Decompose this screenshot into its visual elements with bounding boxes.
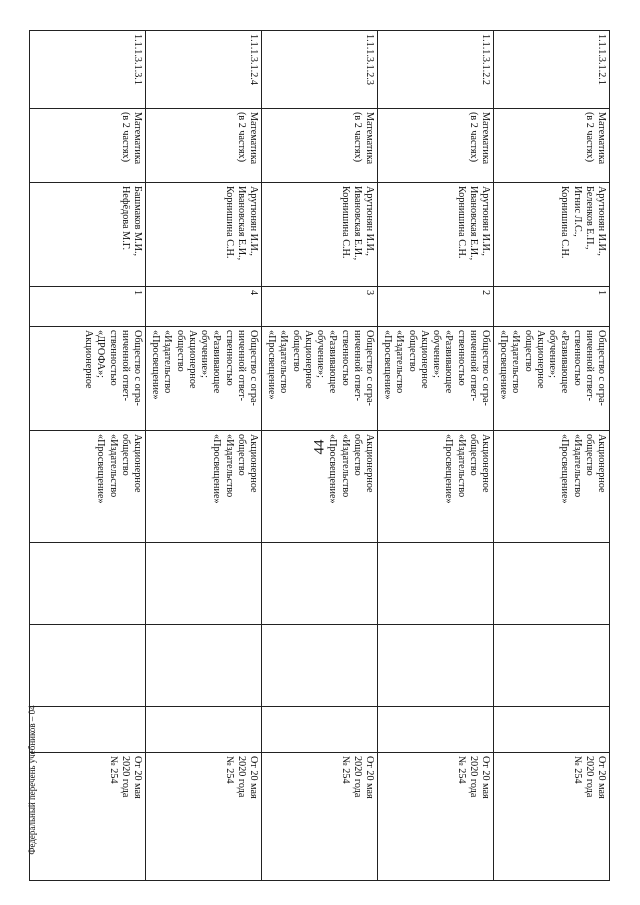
footer-note: Федеральный перечень учебников – 04 [27, 705, 37, 855]
table-row [494, 31, 610, 881]
cell-authors: Арутюнян И.И., Ивановская Е.И., Корнишина С.Н. [378, 183, 494, 287]
cell-order: От 20 мая 2020 года № 254 [146, 753, 262, 881]
cell-order: От 20 мая 2020 года № 254 [378, 753, 494, 881]
cell-publisher-full: Общество с огра- ниченной ответ- ственностью «Развивающее обучение»; Акционерное общество «Издательство «Просвещение» [378, 327, 494, 431]
cell-code: 1.1.1.3.1.2.1 [494, 31, 610, 109]
cell-subject: Математика (в 2 частях) [494, 109, 610, 183]
cell-empty [378, 625, 494, 707]
cell-empty [262, 625, 378, 707]
cell-empty [494, 625, 610, 707]
cell-empty [378, 707, 494, 753]
cell-order: От 20 мая 2020 года № 254 [30, 753, 146, 881]
cell-order: От 20 мая 2020 года № 254 [262, 753, 378, 881]
cell-code: 1.1.1.3.1.2.4 [146, 31, 262, 109]
textbook-table [29, 30, 610, 881]
cell-code: 1.1.1.3.1.3.1 [30, 31, 146, 109]
cell-authors: Арутюнян И.И., Ивановская Е.И., Корнишина С.Н. [262, 183, 378, 287]
cell-publisher-short: Акционерное общество «Издательство «Просвещение» [378, 431, 494, 543]
table-row [30, 31, 146, 881]
cell-publisher-short: Акционерное общество «Издательство «Просвещение» [262, 431, 378, 543]
cell-publisher-full: Общество с огра- ниченной ответ- ственностью «Развивающее обучение»; Акционерное общество «Издательство «Просвещение» [494, 327, 610, 431]
page-number: 44 [311, 439, 328, 455]
table-row [146, 31, 262, 881]
cell-empty [146, 625, 262, 707]
cell-empty [30, 625, 146, 707]
cell-empty [30, 707, 146, 753]
cell-subject: Математика (в 2 частях) [30, 109, 146, 183]
cell-publisher-short: Акционерное общество «Издательство «Просвещение» [494, 431, 610, 543]
cell-subject: Математика (в 2 частях) [146, 109, 262, 183]
cell-empty [30, 543, 146, 625]
cell-empty [146, 707, 262, 753]
cell-empty [378, 543, 494, 625]
cell-empty [262, 543, 378, 625]
cell-publisher-full: Общество с огра- ниченной ответ- ственностью «ДРОФА»; Акционерное [30, 327, 146, 431]
cell-empty [494, 543, 610, 625]
cell-publisher-short: Акционерное общество «Издательство «Просвещение» [30, 431, 146, 543]
cell-publisher-full: Общество с огра- ниченной ответ- ственностью «Развивающее обучение»; Акционерное общество «Издательство «Просвещение» [262, 327, 378, 431]
cell-grade: 4 [146, 287, 262, 327]
cell-code: 1.1.1.3.1.2.3 [262, 31, 378, 109]
cell-grade: 1 [30, 287, 146, 327]
cell-code: 1.1.1.3.1.2.2 [378, 31, 494, 109]
cell-publisher-short: Акционерное общество «Издательство «Просвещение» [146, 431, 262, 543]
cell-empty [146, 543, 262, 625]
rotated-table-container [45, 30, 610, 880]
cell-order: От 20 мая 2020 года № 254 [494, 753, 610, 881]
cell-subject: Математика (в 2 частях) [262, 109, 378, 183]
cell-publisher-full: Общество с огра- ниченной ответ- ственностью «Развивающее обучение»; Акционерное общество «Издательство «Просвещение» [146, 327, 262, 431]
cell-empty [494, 707, 610, 753]
cell-empty [262, 707, 378, 753]
cell-grade: 2 [378, 287, 494, 327]
cell-grade: 3 [262, 287, 378, 327]
table-row [378, 31, 494, 881]
cell-authors: Арутюнян И.И., Ивановская Е.И., Корнишина С.Н. [146, 183, 262, 287]
cell-grade: 1 [494, 287, 610, 327]
cell-authors: Арутюнян И.И., Беленков Е.П., Игнис Л.С., Корнишина С.Н. [494, 183, 610, 287]
table-row [262, 31, 378, 881]
cell-authors: Башмаков М.И., Нефёдова М.Г. [30, 183, 146, 287]
cell-subject: Математика (в 2 частях) [378, 109, 494, 183]
